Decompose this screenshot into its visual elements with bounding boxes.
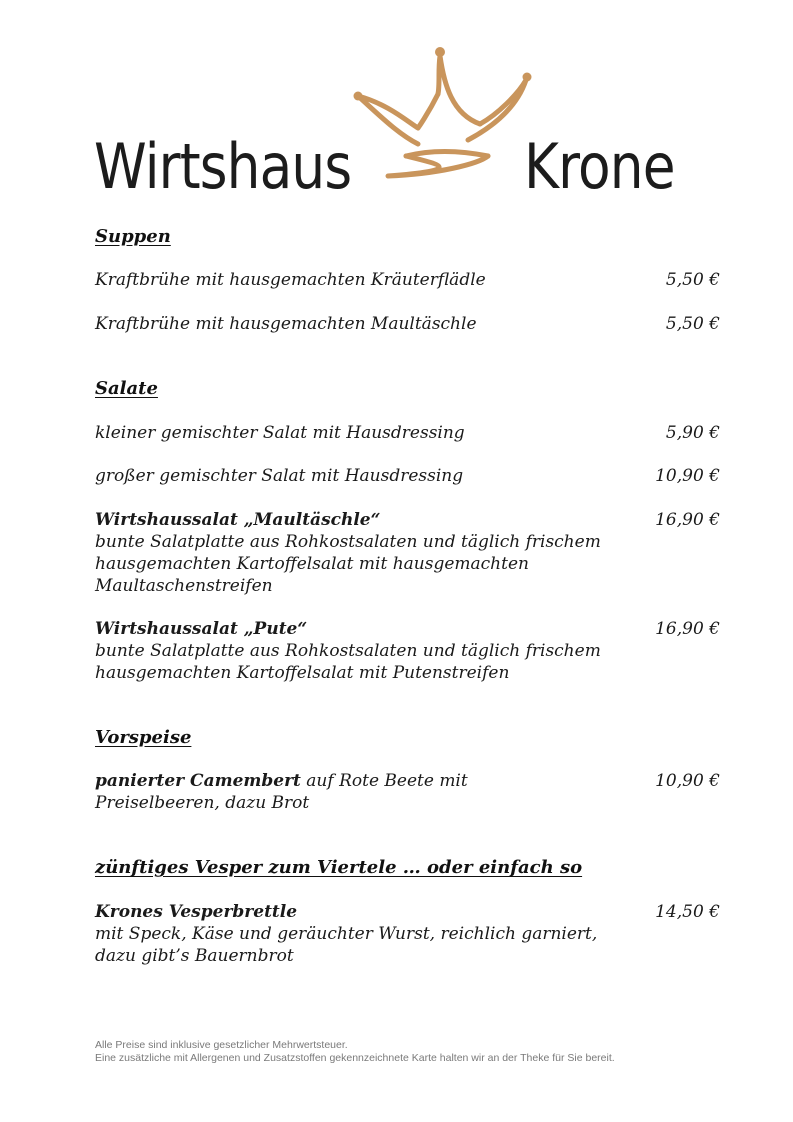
- menu-item-kraeuterflaedle: [95, 269, 720, 291]
- item-name: großer gemischter Salat mit Hausdressing: [95, 466, 464, 486]
- item-name: Wirtshaussalat „Pute“: [95, 619, 308, 639]
- item-price: 5,50 €: [665, 270, 720, 290]
- menu-item-camembert: [95, 770, 720, 814]
- restaurant-logo: [94, 44, 678, 203]
- menu-item-kleiner-salat: [95, 422, 720, 444]
- item-price: 10,90 €: [655, 466, 720, 486]
- item-description: bunte Salatplatte aus Rohkostsalaten und täglich frischem hausgemachten Kartoffelsalat mit Putenstreifen: [95, 641, 601, 683]
- logo-word-wirtshaus: Wirtshaus: [94, 130, 352, 203]
- menu-item-vesperbrettle: [95, 901, 720, 967]
- item-price: 10,90 €: [655, 771, 720, 791]
- item-description: bunte Salatplatte aus Rohkostsalaten und täglich frischem hausgemachten Kartoffelsalat mit hausgemachten Maultaschenstreifen: [95, 532, 601, 596]
- item-price: 16,90 €: [655, 510, 720, 530]
- menu-item-maultaeschle-suppe: [95, 313, 720, 335]
- item-name: Wirtshaussalat „Maultäschle“: [95, 510, 381, 530]
- menu-item-grosser-salat: [95, 465, 720, 487]
- menu-item-wirtshaussalat-maultaeschle: [95, 509, 720, 597]
- section-title-suppen: Suppen: [95, 226, 171, 247]
- section-title-vesper: zünftiges Vesper zum Viertele … oder einfach so: [95, 857, 583, 878]
- item-name: Kraftbrühe mit hausgemachten Maultäschle: [95, 314, 477, 334]
- item-name: [95, 770, 585, 814]
- item-name-bold: panierter Camembert: [95, 771, 301, 791]
- item-description: mit Speck, Käse und geräuchter Wurst, reichlich garniert, dazu gibt’s Bauernbrot: [95, 924, 598, 966]
- footer-allergen-note: Eine zusätzliche mit Allergenen und Zusatzstoffen gekennzeichnete Karte halten wir an der Theke für Sie bereit.: [95, 1052, 615, 1064]
- logo-word-krone: Krone: [524, 130, 675, 203]
- menu-item-wirtshaussalat-pute: [95, 618, 720, 684]
- item-price: 16,90 €: [655, 619, 720, 639]
- item-price: 14,50 €: [655, 902, 720, 922]
- item-name: Krones Vesperbrettle: [95, 902, 298, 922]
- section-title-vorspeise: Vorspeise: [95, 727, 192, 748]
- item-name: Kraftbrühe mit hausgemachten Kräuterflädle: [95, 270, 486, 290]
- footer-notes: [95, 1039, 615, 1065]
- item-price: 5,50 €: [665, 314, 720, 334]
- item-name: kleiner gemischter Salat mit Hausdressing: [95, 423, 465, 443]
- footer-vat-note: Alle Preise sind inklusive gesetzlicher Mehrwertsteuer.: [95, 1039, 348, 1051]
- item-name-rest: auf Rote Beete mit Preiselbeeren, dazu Brot: [95, 771, 468, 813]
- section-title-salate: Salate: [95, 378, 158, 399]
- item-price: 5,90 €: [665, 423, 720, 443]
